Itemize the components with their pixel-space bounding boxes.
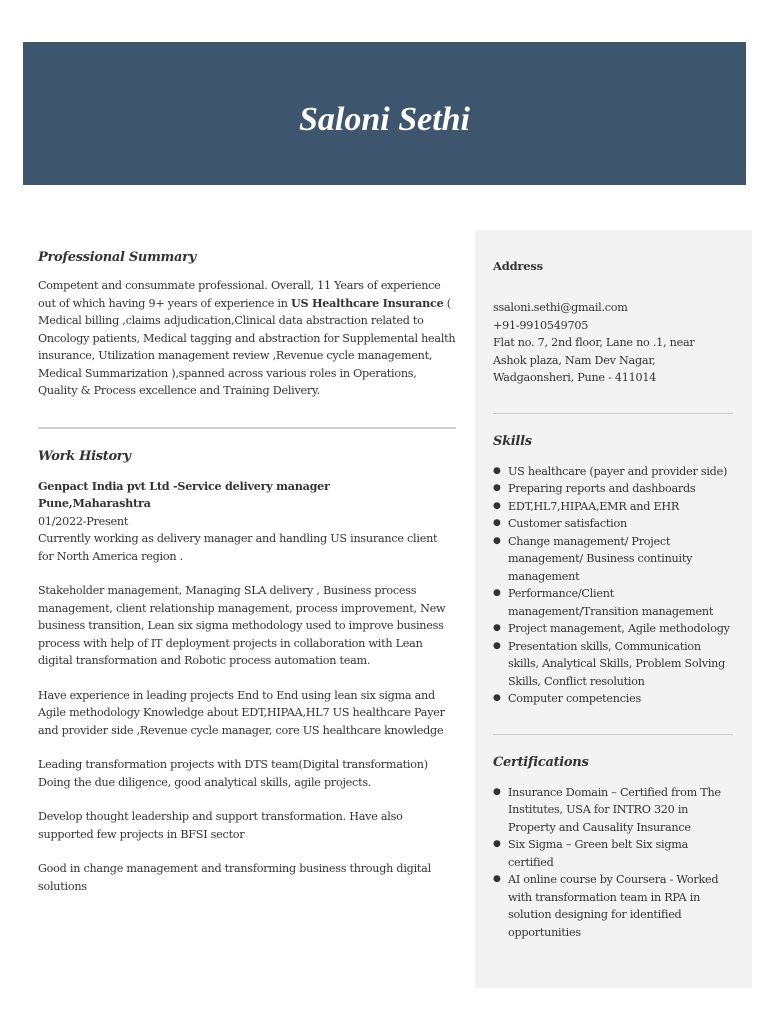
job-title: Genpact India pvt Ltd -Service delivery manager: [38, 478, 330, 493]
job-intro: Currently working as delivery manager and handling US insurance client for North America region .: [38, 532, 438, 563]
work-paragraph: Develop thought leadership and support transformation. Have also supported few projects in BFSI sector: [38, 810, 403, 841]
work-paragraph: Stakeholder management, Managing SLA delivery , Business process management, client relationship management, process improvement, New business transition, Lean six sigma methodology used to improve business process with help of IT deployment projects in collaboration with Lean digital transformation and Robotic process automation team.: [38, 584, 446, 667]
skills-title: Skills: [493, 433, 532, 449]
certification-item: ● Six Sigma – Green belt Six sigma certified: [493, 836, 733, 871]
summary-text-part: ( Medical billing ,claims adjudication,Clinical data abstraction related to Oncology patients, Medical tagging and abstraction for Supplemental health insurance, Utilization management review ,Revenue cycle management, Medical Summarization ),spanned across various roles in Operations, Quality & Process excellence and Training Delivery.: [38, 296, 456, 397]
skill-item: ● Change management/ Project management/ Business continuity management: [493, 533, 733, 586]
job-location: Pune,Maharashtra: [38, 496, 151, 510]
contact-block: [493, 299, 733, 387]
skill-item: ● Customer satisfaction: [493, 515, 733, 533]
main-column: [38, 250, 456, 895]
phone: +91-9910549705: [493, 318, 589, 332]
skill-item: ● Presentation skills, Communication skills, Analytical Skills, Problem Solving Skills, Conflict resolution: [493, 638, 733, 691]
summary-text-part: Competent and consummate professional. Overall, 11 Years of experience out of which having 9+ years of experience in: [38, 279, 441, 310]
skills-list: [493, 463, 733, 708]
skill-item: ● EDT,HL7,HIPAA,EMR and EHR: [493, 498, 733, 516]
certification-item: ● AI online course by Coursera - Worked with transformation team in RPA in solution designing for identified opportunities: [493, 871, 733, 941]
address-line: Ashok plaza, Nam Dev Nagar,: [493, 353, 656, 367]
work-history-title: Work History: [38, 448, 131, 464]
skill-item: ● Preparing reports and dashboards: [493, 480, 733, 498]
certifications-title: Certifications: [493, 754, 589, 770]
summary-title: Professional Summary: [38, 250, 196, 265]
work-paragraph: Leading transformation projects with DTS team(Digital transformation) Doing the due diligence, good analytical skills, agile projects.: [38, 758, 428, 789]
skill-item: ● Computer competencies: [493, 690, 733, 708]
summary-highlight: US Healthcare Insurance: [291, 295, 444, 310]
certifications-list: [493, 784, 733, 942]
job-dates: 01/2022-Present: [38, 514, 129, 528]
work-paragraph: Have experience in leading projects End to End using lean six sigma and Agile methodology Knowledge about EDT,HIPAA,HL7 US healthcare Payer and provider side ,Revenue cycle manager, core US healthcare knowledge: [38, 688, 445, 737]
summary-text: [38, 277, 456, 400]
sidebar: [475, 230, 752, 988]
candidate-name: Saloni Sethi: [298, 100, 470, 138]
sidebar-divider: [493, 413, 733, 414]
email: ssaloni.sethi@gmail.com: [493, 301, 628, 314]
skill-item: ● Project management, Agile methodology: [493, 620, 733, 638]
skill-item: ● Performance/Client management/Transition management: [493, 585, 733, 620]
sidebar-divider: [493, 734, 733, 735]
skill-item: ● US healthcare (payer and provider side): [493, 463, 733, 481]
address-line: Wadgaonsheri, Pune - 411014: [493, 371, 657, 384]
work-paragraph: Good in change management and transforming business through digital solutions: [38, 862, 431, 893]
address-label: Address: [493, 259, 543, 273]
certification-item: ● Insurance Domain – Certified from The Institutes, USA for INTRO 320 in Property and Causality Insurance: [493, 784, 733, 837]
section-divider: [38, 427, 456, 429]
address-line: Flat no. 7, 2nd floor, Lane no .1, near: [493, 336, 695, 349]
header-banner: [23, 42, 746, 185]
